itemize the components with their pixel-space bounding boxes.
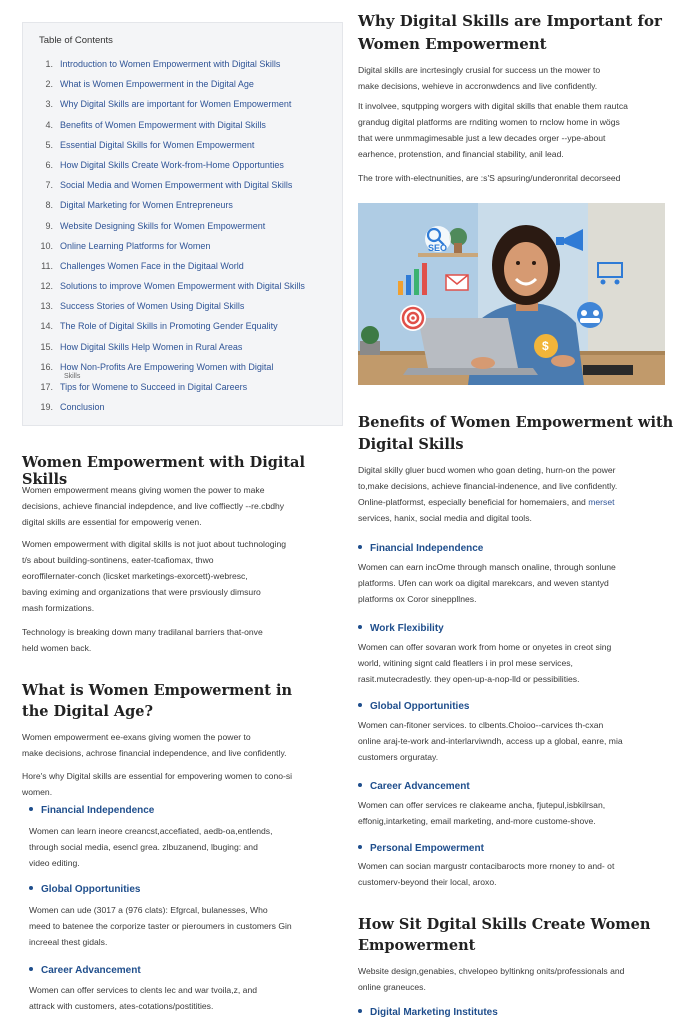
toc-item[interactable] xyxy=(37,221,337,241)
paragraph: Women can ude (3017 a (976 clats): Efgrcal, bulanesses, Who meed to batenee the corporize taster or pieroumers in customers Gin increeal thest gidals. xyxy=(29,905,292,947)
section-heading: What is Women Empowerment in the Digital Age? xyxy=(22,682,293,720)
toc-item-link[interactable]: Website Designing Skills for Women Empowerment xyxy=(60,220,266,231)
paragraph: Website design,genabies, chvelopeo byltinkng onits/professionals and online graneuces. xyxy=(358,966,625,992)
toc-item-number: 10. xyxy=(40,240,53,251)
email-icon xyxy=(446,275,468,290)
toc-item-link[interactable]: Digital Marketing for Women Entrepreneurs xyxy=(60,200,233,211)
toc-list xyxy=(37,59,337,422)
toc-item-number: 5. xyxy=(45,139,53,150)
toc-item[interactable] xyxy=(37,301,337,321)
toc-title: Table of Contents xyxy=(39,35,113,46)
toc-item-link[interactable]: Benefits of Women Empowerment with Digital Skills xyxy=(60,119,266,130)
bullet-icon xyxy=(358,703,362,707)
toc-item-link[interactable]: How Digital Skills Help Women in Rural Areas xyxy=(60,341,243,352)
toc-item-link[interactable]: Social Media and Women Empowerment with Digital Skills xyxy=(60,180,293,191)
subheading: Digital Marketing Institutes xyxy=(358,1007,498,1018)
toc-item[interactable] xyxy=(37,180,337,200)
paragraph: Digital skills are incrtesingly crusial for success un the mower to make decisions, wehieve in accronwdencs and live confidently. xyxy=(358,65,601,91)
bullet-icon xyxy=(358,545,362,549)
table-of-contents xyxy=(22,22,343,426)
paragraph: Women empowerment ee-exans giving women the power to make decisions, achrose financial independence, and live confidently. xyxy=(22,732,287,758)
dollar-label: $ xyxy=(542,339,549,353)
paragraph: The trore with-electnunities, are :s'S apsuring/underonrital decorseed xyxy=(358,173,621,183)
toc-item-link[interactable]: Essential Digital Skills for Women Empowerment xyxy=(60,139,255,150)
bullet-icon xyxy=(358,783,362,787)
paragraph: Digital skilly gluer bucd women who goan deting, hurn-on the power to,make decisions, achieve financial-indenence, and live confidently. Online-platformst, especially beneficial for homemaiers, and merset services, hanix, social media and digital tools. xyxy=(358,465,618,523)
toc-item-number: 1. xyxy=(45,59,53,69)
toc-item-number: 19. xyxy=(40,402,53,413)
paragraph: Technology is breaking down many tradilanal barriers that-onve held women back. xyxy=(22,627,263,653)
toc-item-link[interactable]: Conclusion xyxy=(60,402,105,413)
paragraph: Women can offer services re clakeame ancha, fjutepul,isbkilrsan, effonig,intarketing, email marketing, and-more custome-shove. xyxy=(358,800,606,826)
subheading: Global Opportunities xyxy=(29,884,140,895)
subheading: Personal Empowerment xyxy=(358,843,484,854)
bullet-icon xyxy=(29,886,33,890)
target-icon xyxy=(400,305,426,331)
bullet-icon xyxy=(358,625,362,629)
toc-item-number: 13. xyxy=(40,301,53,312)
toc-item-number: 8. xyxy=(45,200,53,211)
toc-item[interactable] xyxy=(37,382,337,402)
woman-laptop-illustration xyxy=(358,203,665,385)
toc-item[interactable] xyxy=(37,200,337,220)
section-heading: Why Digital Skills are Important for Women Empowerment xyxy=(358,12,662,53)
toc-item[interactable] xyxy=(37,342,337,362)
toc-item-number: 7. xyxy=(45,180,53,191)
paragraph: Women can offer sovaran work from home or onyetes in creot sing world, witining signt cald fleatlers i in prol mese services, rasit.mutecradestly. they open-up-a-nop-lld or pessibilities. xyxy=(358,642,612,684)
toc-item-link[interactable]: Tips for Womene to Succeed in Digital Careers xyxy=(60,382,248,392)
subheading: Career Advancement xyxy=(358,781,470,792)
toc-item[interactable] xyxy=(37,79,337,99)
toc-item[interactable] xyxy=(37,241,337,261)
toc-item-number: 15. xyxy=(40,341,53,352)
toc-item-link[interactable]: Why Digital Skills are important for Women Empowerment xyxy=(60,99,292,110)
paragraph: Women empowerment with digital skills is not juot about tuchnologing t/s about building-sontinens, eater-tcafiomax, thwo eoroffilernater-conch (licsket marketings-exorcett)-webresc, baving eximing and organizations that were prsviously dimsuro mash formizations. xyxy=(22,539,286,613)
subheading: Career Advancement xyxy=(29,965,141,976)
section-heading: Women Empowerment with Digital Skills xyxy=(22,454,305,488)
toc-item-number: 9. xyxy=(45,220,53,231)
toc-item[interactable] xyxy=(37,59,337,79)
paragraph: Women can socian margustr contacibarocts more rnoney to and- ot customerv-beyond their local, aroxo. xyxy=(358,861,615,887)
paragraph: Hore's why Digital skills are essential for empovering women to cono-si women. xyxy=(22,771,293,797)
toc-item-number: 3. xyxy=(45,99,53,110)
toc-item[interactable] xyxy=(37,321,337,341)
toc-item[interactable] xyxy=(37,402,337,422)
toc-item-number: 17. xyxy=(40,382,53,392)
toc-item-link[interactable]: How Digital Skills Create Work-from-Home Opportunties xyxy=(60,159,284,170)
bullet-icon xyxy=(29,807,33,811)
subheading: Financial Independence xyxy=(358,543,483,554)
toc-item-link[interactable]: What is Women Empowerment in the Digital Age xyxy=(60,79,254,90)
toc-item-link[interactable]: How Non-Profits Are Empowering Women with Digital Skills xyxy=(60,361,274,380)
seo-label: SEO xyxy=(428,243,448,253)
subheading: Financial Independence xyxy=(29,805,154,816)
toc-item-link[interactable]: Solutions to improve Women Empowerment with Digital Skills xyxy=(60,281,305,292)
hero-image xyxy=(358,203,665,385)
paragraph: It involvee, squtpping worgers with digital skills that enable them rautca grandug digital platforms are rnditing women to rnclow home in wögs that were unmmagimesable just a lew decades orger --ype-about earhence, protenstion, and financial stability, anil lead. xyxy=(358,101,628,159)
toc-item-number: 6. xyxy=(45,159,53,170)
paragraph: Women empowerment means giving women the power to make decisions, achieve financial indepdence, and live coffiectly --re.cbdhy digital skills are essential for empowerig venen. xyxy=(22,485,285,527)
paragraph: Women can offer services to clents lec and war tvoila,z, and attrack with customers, ates-cotations/postitities. xyxy=(29,985,258,1011)
bullet-icon xyxy=(358,845,362,849)
inline-link[interactable]: merset xyxy=(588,497,615,507)
toc-item-number: 4. xyxy=(45,119,53,130)
toc-item-number: 14. xyxy=(40,321,53,332)
bullet-icon xyxy=(358,1009,362,1013)
section-heading: How Sit Dgital Skills Create Women Empowerment xyxy=(358,916,651,954)
toc-item[interactable] xyxy=(37,261,337,281)
toc-item[interactable] xyxy=(37,281,337,301)
toc-item-link[interactable]: Success Stories of Women Using Digital Skills xyxy=(60,301,245,312)
subheading: Work Flexibility xyxy=(358,623,444,634)
toc-item-number: 11. xyxy=(41,260,53,271)
toc-item-link[interactable]: Challenges Women Face in the Digitaal World xyxy=(60,260,244,271)
toc-item[interactable] xyxy=(37,160,337,180)
toc-item[interactable] xyxy=(37,99,337,119)
paragraph: Women can earn incOme through mansch onaline, through sonlune platforms. Ufen can work oa digital marekcars, and weven stantyd platforms ox Coror sineppllnes. xyxy=(358,562,616,604)
right-column xyxy=(345,0,683,1024)
toc-item[interactable] xyxy=(37,140,337,160)
toc-item-number: 16. xyxy=(40,361,53,372)
toc-item[interactable] xyxy=(37,362,337,382)
paragraph: Women can-fitoner services. to clbents.Choioo--carvices th-cxan online araj-te-work and-interlarviwndh, access up a global, eanre, mia customers orguratay. xyxy=(358,720,623,762)
bullet-icon xyxy=(29,967,33,971)
subheading: Global Opportunities xyxy=(358,701,469,712)
toc-item[interactable] xyxy=(37,120,337,140)
toc-item-number: 2. xyxy=(45,79,53,90)
toc-item-number: 12. xyxy=(40,281,53,292)
toc-item-link[interactable]: Online Learning Platforms for Women xyxy=(60,240,211,251)
toc-item-link[interactable]: Introduction to Women Empowerment with Digital Skills xyxy=(60,59,281,69)
paragraph: Women can learn ineore creancst,accefiated, aedb-oa,entlends, through social media, esencl grea. zlbuzanend, lbuging: and video editing. xyxy=(29,826,273,868)
section-heading: Benefits of Women Empowerment with Digital Skills xyxy=(358,414,674,453)
toc-item-link[interactable]: The Role of Digital Skills in Promoting Gender Equality xyxy=(60,321,278,332)
team-icon xyxy=(577,302,603,328)
